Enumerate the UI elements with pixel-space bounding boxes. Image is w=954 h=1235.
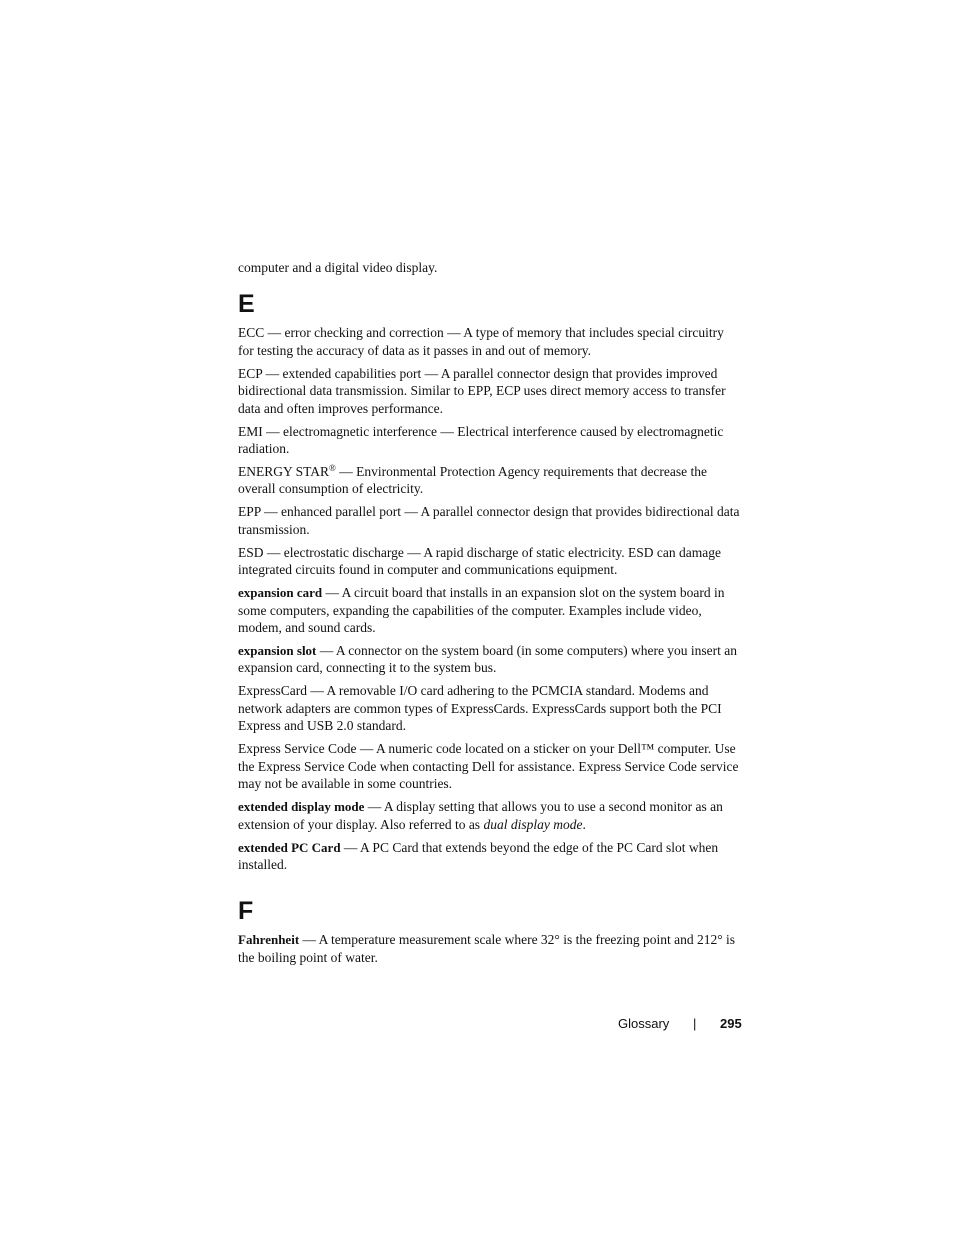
definition-emi: — electromagnetic interference — Electrical interference caused by electromagnetic radiation. xyxy=(238,423,724,457)
entry-expansion-card xyxy=(238,584,740,636)
definition-epp: — enhanced parallel port — A parallel connector design that provides bidirectional data transmission. xyxy=(238,504,740,537)
glossary-page xyxy=(238,259,740,972)
entry-expansion-slot xyxy=(238,642,740,677)
italic-term-dual-display-mode: dual display mode xyxy=(483,816,583,832)
page-footer xyxy=(618,1014,742,1034)
term-expresscard: ExpressCard xyxy=(238,683,307,699)
entry-fahrenheit xyxy=(238,931,740,966)
term-energy-star: ENERGY STAR xyxy=(238,464,330,480)
continued-definition-text: computer and a digital video display. xyxy=(238,260,438,275)
definition-tail-extended-display-mode: . xyxy=(582,816,586,832)
footer-section-label: Glossary xyxy=(618,1016,670,1031)
section-f xyxy=(238,899,740,966)
definition-ecc: — error checking and correction — A type of memory that includes special circuitry for testing the accuracy of data as it passes in and out of memory. xyxy=(238,325,724,358)
entry-esd xyxy=(238,544,740,579)
term-ecp: ECP xyxy=(238,365,263,381)
definition-fahrenheit: — A temperature measurement scale where 32° is the freezing point and 212° is the boiling point of water. xyxy=(238,932,736,965)
section-heading-f: F xyxy=(238,897,254,926)
definition-expansion-card: — A circuit board that installs in an expansion slot on the system board in some computers, expanding the capabilities of the computer. Examples include video, modem, and sound cards. xyxy=(238,585,725,636)
entry-emi xyxy=(238,423,740,458)
definition-extended-display-mode: — A display setting that allows you to use a second monitor as an extension of your display. Also referred to as xyxy=(238,799,723,832)
definition-expansion-slot: — A connector on the system board (in some computers) where you insert an expansion card, connecting it to the system bus. xyxy=(238,643,738,676)
section-e xyxy=(238,292,740,873)
term-expansion-slot: expansion slot xyxy=(238,643,317,659)
definition-expresscard: — A removable I/O card adhering to the PCMCIA standard. Modems and network adapters are common types of ExpressCards. ExpressCards support both the PCI Express and USB 2.0 standard. xyxy=(238,683,722,734)
entry-epp xyxy=(238,503,740,538)
term-ecc: ECC xyxy=(238,325,265,341)
definition-extended-pc-card: — A PC Card that extends beyond the edge of the PC Card slot when installed. xyxy=(238,839,719,872)
definition-esd: — electrostatic discharge — A rapid discharge of static electricity. ESD can damage integrated circuits found in computer and communications equipment. xyxy=(238,544,721,578)
entry-expresscard xyxy=(238,682,740,734)
entry-ecp xyxy=(238,365,740,417)
footer-separator: | xyxy=(693,1016,697,1031)
entry-ecc xyxy=(238,324,740,359)
entry-extended-display-mode xyxy=(238,798,740,833)
term-extended-pc-card: extended PC Card xyxy=(238,839,341,855)
term-epp: EPP xyxy=(238,504,261,520)
term-esd: ESD xyxy=(238,544,264,560)
term-express-service-code: Express Service Code xyxy=(238,741,357,757)
term-fahrenheit: Fahrenheit xyxy=(238,932,300,948)
registered-mark: ® xyxy=(329,463,336,474)
page-number: 295 xyxy=(720,1016,742,1031)
term-emi: EMI xyxy=(238,423,263,439)
entry-express-service-code xyxy=(238,740,740,792)
term-expansion-card: expansion card xyxy=(238,585,323,601)
term-extended-display-mode: extended display mode xyxy=(238,799,365,815)
definition-energy-star: — Environmental Protection Agency requirements that decrease the overall consumption of electricity. xyxy=(238,464,708,497)
section-heading-e: E xyxy=(238,290,256,319)
entry-extended-pc-card xyxy=(238,839,740,874)
definition-express-service-code: — A numeric code located on a sticker on your Dell™ computer. Use the Express Service Code when contacting Dell for assistance. Express Service Code service may not be available in some countries. xyxy=(238,741,739,792)
definition-ecp: — extended capabilities port — A parallel connector design that provides improved bidirectional data transmission. Similar to EPP, ECP uses direct memory access to transfer data and often improves performance. xyxy=(238,365,726,416)
entry-energy-star xyxy=(238,463,740,498)
